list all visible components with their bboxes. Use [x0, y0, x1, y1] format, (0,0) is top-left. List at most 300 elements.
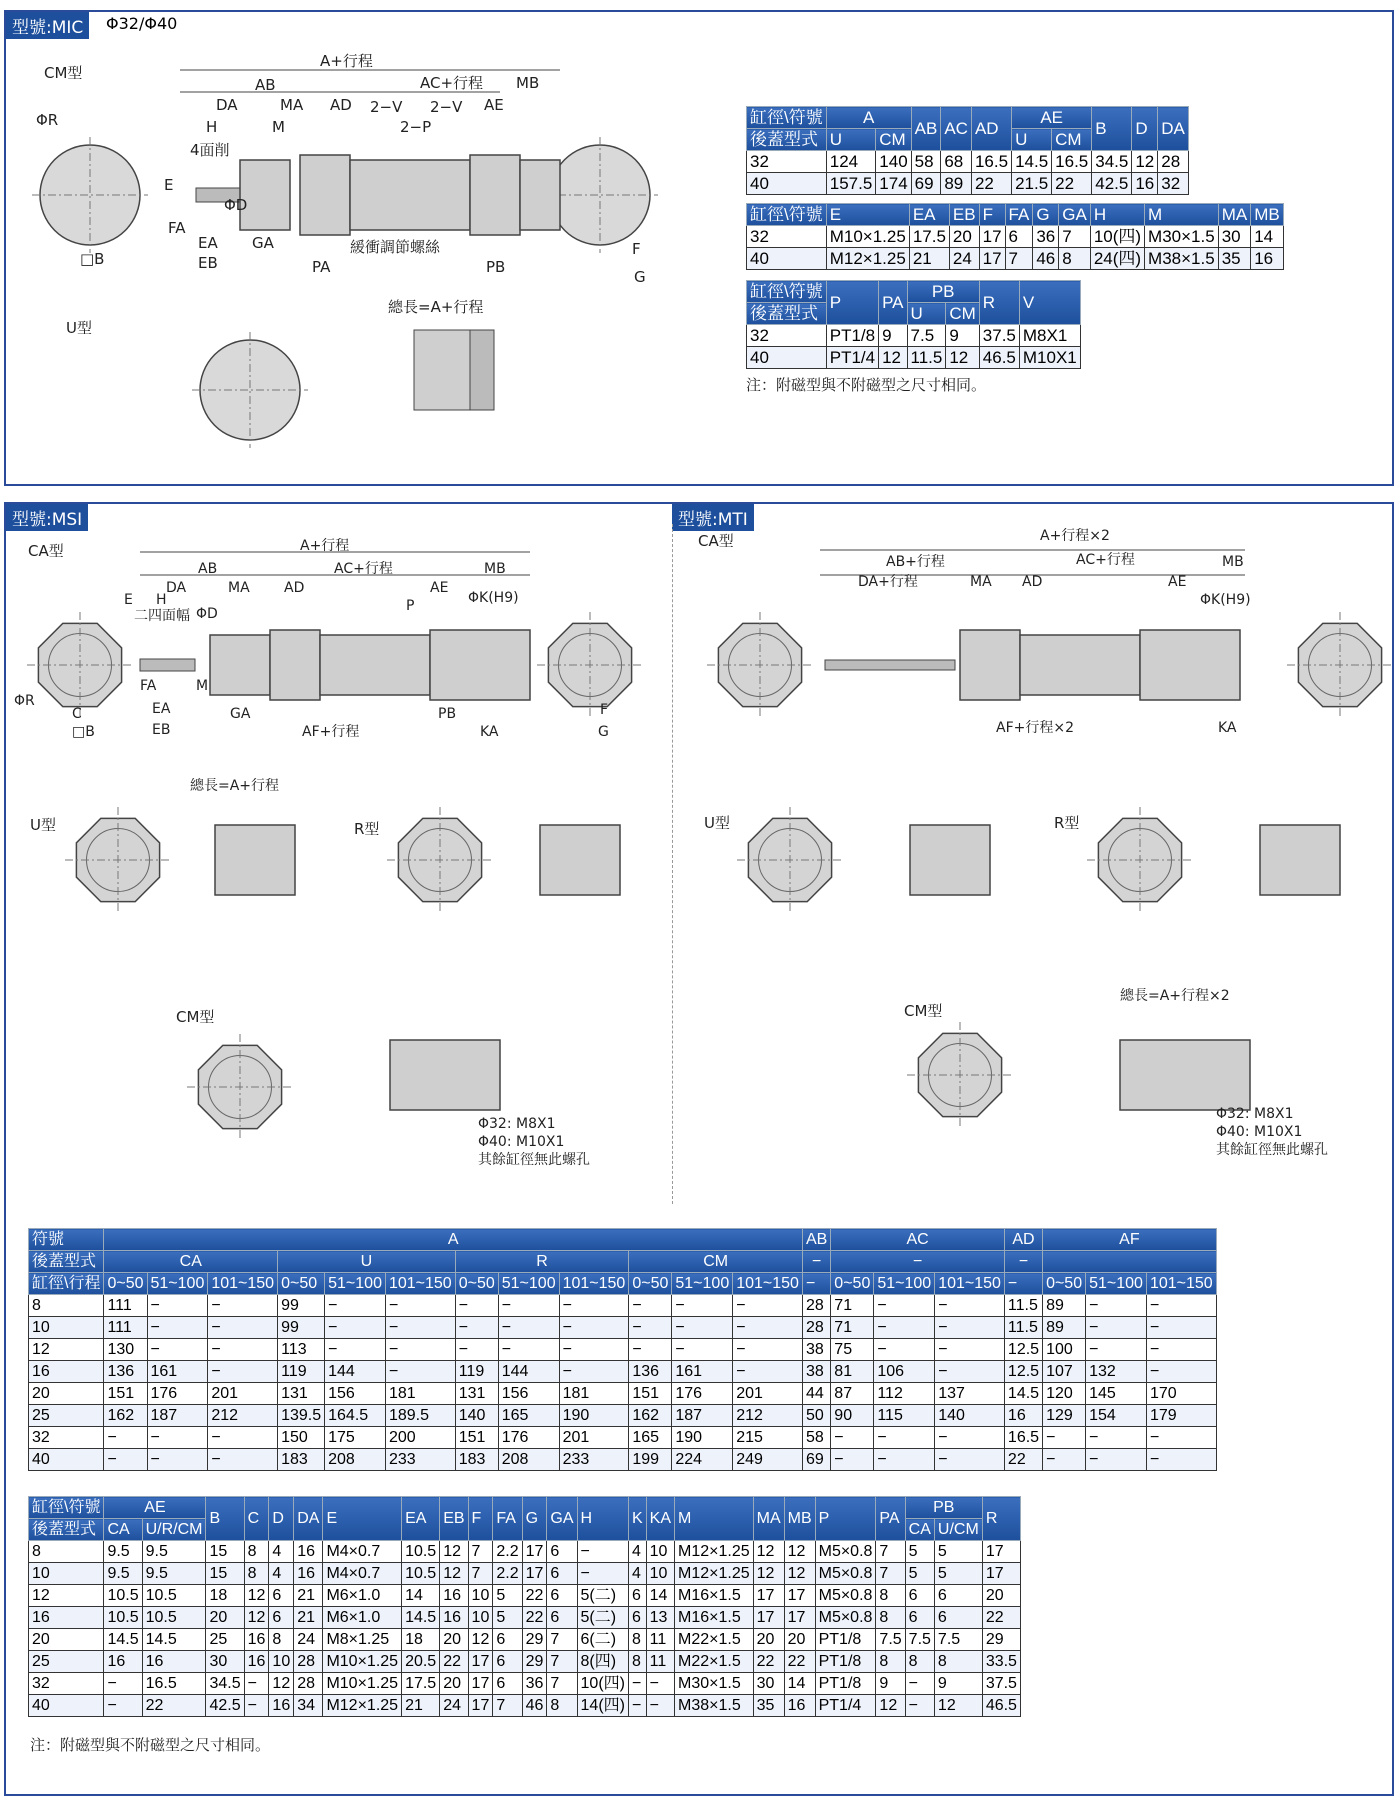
- table-row: [29, 1651, 1021, 1673]
- table-cell: 215: [733, 1427, 803, 1449]
- dimension-label: 總長=A+行程: [190, 778, 280, 794]
- msi-ca-label: CA型: [28, 542, 64, 560]
- dimension-table-a: 符號 A AB AC AD AF 後蓋型式 CA U R CM − − − 缸徑\行程 0~50 51~100 101~150 0~50 51~100 101~150 0~50 51~100 101~150 0~50 51~100 101~150 − 0~50 51~100 101~150 − 0~50 51~100 101~150 8 111 − − 99 − − − − − − − − 28 71 − − 11.5 89 − − 10 111 − − 99 − − − − − − − − 28 71 − − 11.5 89 − − 12 130 − − 113 − − − − − − − − 38 75 − − 12.5 100 − − 16 136 161 − 119 144 − 119 144 − 136 161 − 38 81 106 − 12.5 107 132 − 20 151 176 201 131 156 181 131 156 181 151 176 201 44 87 112 137 14.5 120 145 170 25 162 187 212 139.5 164.5 189.5 140 165 190 162 187 212 50 90 115 140 16 129 154 179 32 − − − 150 175 200 151 176 201 165 190 215 58 − − − 16.5 − − − 40 − − − 183 208 233 183 208 233 199 224 249 69 − − − 22 − − −: [28, 1228, 1217, 1471]
- table-cell: −: [935, 1317, 1005, 1339]
- table-row: [747, 347, 1081, 369]
- cylinder-body: [520, 160, 560, 230]
- mic-note: 注：附磁型與不附磁型之尺寸相同。: [746, 376, 987, 394]
- table-cell: 181: [385, 1383, 455, 1405]
- table-cell: −: [498, 1317, 559, 1339]
- table-cell: 14: [402, 1585, 440, 1607]
- cylinder-body: [910, 825, 990, 895]
- table-cell: −: [672, 1295, 733, 1317]
- table-cell: −: [104, 1427, 147, 1449]
- table-cell: 136: [104, 1361, 147, 1383]
- table-cell: 25: [29, 1651, 104, 1673]
- table-cell: M4×0.7: [323, 1541, 402, 1563]
- table-row: [29, 1383, 1217, 1405]
- table-cell: 10: [29, 1317, 104, 1339]
- table-cell: 21: [402, 1695, 440, 1717]
- table-cell: 33.5: [982, 1651, 1020, 1673]
- table-cell: M12×1.25: [323, 1695, 402, 1717]
- header-cell: FA: [1005, 204, 1033, 226]
- table-cell: 24: [949, 248, 979, 270]
- table-cell: 10: [468, 1607, 493, 1629]
- table-row: [29, 1585, 1021, 1607]
- table-cell: −: [733, 1361, 803, 1383]
- table-cell: PT1/8: [815, 1673, 876, 1695]
- header-cell: 0~50: [1043, 1273, 1086, 1295]
- table-cell: 12: [29, 1585, 104, 1607]
- table-cell: 10: [29, 1563, 104, 1585]
- table-cell: 17: [979, 226, 1005, 248]
- table-cell: 12: [244, 1607, 269, 1629]
- table-cell: −: [1043, 1427, 1086, 1449]
- table-cell: 170: [1146, 1383, 1216, 1405]
- table-row: [29, 1317, 1217, 1339]
- table-cell: 10: [269, 1651, 294, 1673]
- table-cell: 30: [1218, 226, 1251, 248]
- table-cell: M8×1.25: [323, 1629, 402, 1651]
- table-cell: 14: [784, 1673, 815, 1695]
- table-cell: 20: [206, 1607, 244, 1629]
- table-cell: 190: [559, 1405, 629, 1427]
- table-cell: 10(四): [577, 1673, 628, 1695]
- table-cell: 156: [325, 1383, 386, 1405]
- table-cell: 119: [455, 1361, 498, 1383]
- table-cell: 17: [979, 248, 1005, 270]
- table-cell: 183: [455, 1449, 498, 1471]
- table-cell: M16×1.5: [675, 1607, 754, 1629]
- table-cell: 32: [747, 325, 827, 347]
- dimension-label: M: [196, 678, 209, 694]
- table-cell: 89: [1043, 1295, 1086, 1317]
- table-cell: M5×0.8: [815, 1607, 876, 1629]
- table-cell: 21: [294, 1585, 323, 1607]
- dimension-label: AD: [330, 96, 352, 114]
- header-cell: E: [826, 204, 909, 226]
- table-cell: 22: [522, 1607, 547, 1629]
- table-cell: 189.5: [385, 1405, 455, 1427]
- table-cell: −: [628, 1673, 646, 1695]
- table-cell: −: [208, 1317, 278, 1339]
- table-row: [29, 1427, 1217, 1449]
- table-cell: 20: [982, 1585, 1020, 1607]
- table-cell: 14: [1251, 226, 1284, 248]
- table-cell: 106: [874, 1361, 935, 1383]
- table-cell: M10×1.25: [323, 1651, 402, 1673]
- dimension-label: AF+行程×2: [996, 720, 1074, 736]
- dimension-label: ΦR: [14, 693, 35, 709]
- table-cell: 6: [547, 1585, 577, 1607]
- table-cell: 17: [468, 1651, 493, 1673]
- table-cell: 46: [522, 1695, 547, 1717]
- header-cell: 0~50: [455, 1273, 498, 1295]
- dimension-label: Φ32: M8X1: [478, 1116, 556, 1132]
- table-cell: 22: [142, 1695, 206, 1717]
- dimension-label: DA+行程: [858, 574, 918, 590]
- dimension-label: 2−V: [430, 98, 463, 116]
- mti-model-tag: 型號:MTI: [672, 504, 754, 531]
- table-cell: PT1/8: [815, 1629, 876, 1651]
- table-cell: 10: [468, 1585, 493, 1607]
- table-cell: PT1/4: [815, 1695, 876, 1717]
- table-cell: 22: [522, 1585, 547, 1607]
- table-cell: 8: [628, 1651, 646, 1673]
- table-cell: 16: [294, 1563, 323, 1585]
- table-cell: 8: [244, 1563, 269, 1585]
- table-cell: 208: [325, 1449, 386, 1471]
- table-cell: 8: [244, 1541, 269, 1563]
- table-cell: 212: [733, 1405, 803, 1427]
- table-cell: 201: [208, 1383, 278, 1405]
- table-cell: −: [1086, 1339, 1147, 1361]
- table-cell: 12.5: [1004, 1361, 1042, 1383]
- table-cell: 14.5: [402, 1607, 440, 1629]
- dimension-label: EA: [198, 234, 218, 252]
- dimension-label: Φ40: M10X1: [1216, 1124, 1303, 1140]
- table-cell: 7: [468, 1563, 493, 1585]
- table-cell: 151: [104, 1383, 147, 1405]
- table-cell: −: [325, 1295, 386, 1317]
- table-cell: 40: [747, 248, 827, 270]
- table-cell: −: [244, 1673, 269, 1695]
- mti-ca-label: CA型: [698, 532, 734, 550]
- cylinder-body: [960, 630, 1020, 700]
- table-cell: 6: [934, 1585, 982, 1607]
- table-cell: 17: [522, 1563, 547, 1585]
- table-cell: −: [455, 1339, 498, 1361]
- table-cell: −: [385, 1295, 455, 1317]
- table-cell: 9.5: [142, 1563, 206, 1585]
- dimension-label: E: [124, 592, 133, 608]
- table-cell: 7: [876, 1541, 905, 1563]
- table-cell: 22: [1052, 173, 1092, 195]
- dimension-label: MA: [970, 574, 992, 590]
- table-cell: 16: [294, 1541, 323, 1563]
- header-cell: 101~150: [1146, 1273, 1216, 1295]
- dimension-label: GA: [252, 234, 274, 252]
- table-cell: −: [935, 1449, 1005, 1471]
- table-cell: M30×1.5: [1145, 226, 1219, 248]
- table-cell: M4×0.7: [323, 1563, 402, 1585]
- table-cell: 12: [753, 1541, 784, 1563]
- table-cell: −: [385, 1339, 455, 1361]
- table-cell: 89: [1043, 1317, 1086, 1339]
- dimension-label: EA: [152, 701, 171, 717]
- table-cell: 17: [982, 1541, 1020, 1563]
- dimension-label: KA: [1218, 720, 1237, 736]
- table-cell: M38×1.5: [1145, 248, 1219, 270]
- table-cell: −: [629, 1317, 672, 1339]
- table-cell: 176: [147, 1383, 208, 1405]
- table-cell: −: [831, 1427, 874, 1449]
- table-cell: 12: [269, 1673, 294, 1695]
- dimension-label: PA: [312, 258, 331, 276]
- table-cell: −: [874, 1339, 935, 1361]
- dimension-label: AC+行程: [1076, 552, 1135, 568]
- table-cell: 69: [802, 1449, 830, 1471]
- table-cell: 139.5: [278, 1405, 325, 1427]
- table-cell: 16: [104, 1651, 142, 1673]
- table-cell: 24: [440, 1695, 468, 1717]
- table-cell: 32: [29, 1427, 104, 1449]
- table-cell: 7: [876, 1563, 905, 1585]
- table-cell: 17: [982, 1563, 1020, 1585]
- table-cell: 29: [982, 1629, 1020, 1651]
- table-cell: 21: [909, 248, 949, 270]
- table-cell: 35: [1218, 248, 1251, 270]
- cylinder-body: [210, 635, 270, 695]
- table-cell: 187: [147, 1405, 208, 1427]
- table-cell: M5×0.8: [815, 1563, 876, 1585]
- table-cell: 183: [278, 1449, 325, 1471]
- table-cell: M10X1: [1019, 347, 1080, 369]
- dimension-label: AE: [430, 580, 449, 596]
- table-cell: 111: [104, 1317, 147, 1339]
- table-cell: 32: [747, 226, 827, 248]
- header-cell: 0~50: [278, 1273, 325, 1295]
- table-cell: 10.5: [402, 1563, 440, 1585]
- table-cell: 10: [646, 1541, 674, 1563]
- table-cell: 6: [493, 1673, 522, 1695]
- header-cell: MB: [1251, 204, 1284, 226]
- table-cell: 34.5: [1092, 151, 1132, 173]
- table-cell: 58: [802, 1427, 830, 1449]
- table-cell: M10×1.25: [323, 1673, 402, 1695]
- table-cell: 40: [29, 1449, 104, 1471]
- dimension-label: DA: [166, 580, 187, 596]
- dimension-label: 總長=A+行程×2: [1120, 988, 1230, 1004]
- cylinder-body: [470, 330, 494, 410]
- table-cell: −: [935, 1427, 1005, 1449]
- table-cell: 13: [646, 1607, 674, 1629]
- table-cell: 165: [629, 1427, 672, 1449]
- table-cell: 6: [628, 1585, 646, 1607]
- dimension-label: A+行程×2: [1040, 528, 1110, 544]
- dimension-label: MA: [280, 96, 304, 114]
- table-cell: M6×1.0: [323, 1585, 402, 1607]
- table-cell: 5(二): [577, 1607, 628, 1629]
- table-cell: 4: [628, 1541, 646, 1563]
- table-cell: 30: [206, 1651, 244, 1673]
- table-cell: 37.5: [979, 325, 1019, 347]
- table-row: [29, 1629, 1021, 1651]
- dimension-label: ΦR: [36, 111, 59, 129]
- table-cell: 8(四): [577, 1651, 628, 1673]
- table-cell: −: [325, 1339, 386, 1361]
- dimension-label: AE: [1168, 574, 1187, 590]
- table-cell: 42.5: [206, 1695, 244, 1717]
- dimension-label: 總長=A+行程: [388, 298, 484, 316]
- dimension-label: MB: [516, 74, 540, 92]
- table-row: [747, 151, 1189, 173]
- table-cell: −: [385, 1317, 455, 1339]
- header-cell: H: [1090, 204, 1144, 226]
- table-cell: 10.5: [142, 1607, 206, 1629]
- dimension-label: H: [156, 592, 167, 608]
- table-cell: 22: [982, 1607, 1020, 1629]
- table-cell: 90: [831, 1405, 874, 1427]
- table-cell: −: [646, 1695, 674, 1717]
- header-cell: −: [802, 1273, 830, 1295]
- dimension-label: GA: [230, 706, 251, 722]
- table-cell: 9: [934, 1673, 982, 1695]
- table-cell: −: [147, 1449, 208, 1471]
- table-cell: 17: [522, 1541, 547, 1563]
- table-cell: 140: [455, 1405, 498, 1427]
- table-cell: −: [874, 1295, 935, 1317]
- table-cell: 20: [949, 226, 979, 248]
- table-cell: 119: [278, 1361, 325, 1383]
- table-cell: 4: [269, 1541, 294, 1563]
- table-cell: 208: [498, 1449, 559, 1471]
- dimension-label: □B: [72, 724, 95, 740]
- table-cell: 20: [753, 1629, 784, 1651]
- table-cell: 16: [440, 1607, 468, 1629]
- table-cell: 37.5: [982, 1673, 1020, 1695]
- table-cell: 17: [753, 1585, 784, 1607]
- table-cell: 17: [468, 1673, 493, 1695]
- mti-u-label: U型: [704, 814, 730, 832]
- dimension-label: C: [72, 706, 82, 722]
- table-cell: −: [672, 1339, 733, 1361]
- table-cell: 175: [325, 1427, 386, 1449]
- dimension-label: FA: [168, 219, 186, 237]
- mic-table-3: 缸徑\符號 P PA PB R V 後蓋型式 U CM 32 PT1/8 9 7.5 9 37.5 M8X1 40 PT1/4 12 11.5 12 46.5 M10X1: [746, 280, 1081, 369]
- table-cell: 22: [753, 1651, 784, 1673]
- table-cell: 12: [784, 1563, 815, 1585]
- dimension-label: A+行程: [320, 52, 373, 70]
- table-cell: 212: [208, 1405, 278, 1427]
- table-cell: 8: [934, 1651, 982, 1673]
- cylinder-body: [430, 630, 530, 700]
- table-cell: 10: [646, 1563, 674, 1585]
- table-cell: 132: [1086, 1361, 1147, 1383]
- header-cell: 51~100: [874, 1273, 935, 1295]
- table-cell: 29: [522, 1651, 547, 1673]
- table-cell: 6: [1005, 226, 1033, 248]
- table-cell: −: [455, 1317, 498, 1339]
- dimension-label: AE: [484, 96, 504, 114]
- table-cell: 32: [747, 151, 827, 173]
- table-cell: 4: [269, 1563, 294, 1585]
- header-cell: 101~150: [935, 1273, 1005, 1295]
- table-cell: −: [1146, 1427, 1216, 1449]
- dimension-label: 二四面幅: [134, 608, 190, 624]
- table-cell: 201: [559, 1427, 629, 1449]
- table-cell: −: [1086, 1317, 1147, 1339]
- table-row: [747, 248, 1284, 270]
- table-cell: 16: [784, 1695, 815, 1717]
- header-cell: GA: [1059, 204, 1091, 226]
- table-cell: 36: [522, 1673, 547, 1695]
- table-cell: −: [498, 1295, 559, 1317]
- cylinder-body: [540, 825, 620, 895]
- table-cell: 8: [1059, 248, 1091, 270]
- table-cell: M12×1.25: [675, 1541, 754, 1563]
- table-cell: 224: [672, 1449, 733, 1471]
- table-cell: −: [147, 1339, 208, 1361]
- table-cell: 22: [784, 1651, 815, 1673]
- table-cell: −: [1146, 1361, 1216, 1383]
- table-cell: 249: [733, 1449, 803, 1471]
- table-cell: 9: [946, 325, 979, 347]
- table-cell: 16.5: [1004, 1427, 1042, 1449]
- header-cell: MA: [1218, 204, 1251, 226]
- table-cell: 12: [946, 347, 979, 369]
- table-cell: 131: [278, 1383, 325, 1405]
- table-cell: −: [208, 1295, 278, 1317]
- table-cell: 6: [547, 1563, 577, 1585]
- table-cell: 16: [1004, 1405, 1042, 1427]
- table-cell: 25: [206, 1629, 244, 1651]
- table-cell: 34: [294, 1695, 323, 1717]
- table-cell: M12×1.25: [826, 248, 909, 270]
- table-cell: 11: [646, 1629, 674, 1651]
- table-cell: 71: [831, 1317, 874, 1339]
- table-cell: 12: [244, 1585, 269, 1607]
- dimension-label: 2−V: [370, 98, 403, 116]
- table-cell: 20: [784, 1629, 815, 1651]
- mti-r-label: R型: [1054, 814, 1080, 832]
- table-cell: 151: [455, 1427, 498, 1449]
- cylinder-body: [1140, 630, 1240, 700]
- table-cell: 17: [468, 1695, 493, 1717]
- table-cell: −: [559, 1339, 629, 1361]
- table-cell: 5: [493, 1607, 522, 1629]
- table-cell: 99: [278, 1317, 325, 1339]
- table-cell: −: [1043, 1449, 1086, 1471]
- table-cell: 14: [646, 1585, 674, 1607]
- table-cell: 14.5: [104, 1629, 142, 1651]
- table-cell: 7: [1059, 226, 1091, 248]
- table-cell: 81: [831, 1361, 874, 1383]
- table-cell: M5×0.8: [815, 1541, 876, 1563]
- table-cell: 144: [498, 1361, 559, 1383]
- table-cell: 87: [831, 1383, 874, 1405]
- table-cell: 164.5: [325, 1405, 386, 1427]
- table-cell: M38×1.5: [675, 1695, 754, 1717]
- table-cell: M16×1.5: [675, 1585, 754, 1607]
- table-row: [747, 226, 1284, 248]
- table-cell: 9.5: [104, 1541, 142, 1563]
- table-cell: 115: [874, 1405, 935, 1427]
- dimension-label: PB: [438, 706, 457, 722]
- msi-model-tag: 型號:MSI: [6, 504, 88, 531]
- table-cell: 16.5: [142, 1673, 206, 1695]
- table-cell: 5: [493, 1585, 522, 1607]
- table-cell: −: [672, 1317, 733, 1339]
- table-cell: 16: [244, 1651, 269, 1673]
- table-cell: 17: [753, 1607, 784, 1629]
- table-row: [29, 1695, 1021, 1717]
- table-cell: 75: [831, 1339, 874, 1361]
- table-cell: 32: [1158, 173, 1189, 195]
- table-cell: 162: [629, 1405, 672, 1427]
- dimension-label: AC+行程: [420, 74, 484, 92]
- table-cell: −: [646, 1673, 674, 1695]
- table-cell: 7: [1005, 248, 1033, 270]
- table-cell: −: [733, 1317, 803, 1339]
- table-cell: 69: [911, 173, 941, 195]
- dimension-label: KA: [480, 724, 499, 740]
- table-cell: 28: [294, 1673, 323, 1695]
- table-cell: 40: [747, 173, 827, 195]
- table-cell: 22: [971, 173, 1011, 195]
- cylinder-body: [1120, 1040, 1250, 1110]
- table-cell: 144: [325, 1361, 386, 1383]
